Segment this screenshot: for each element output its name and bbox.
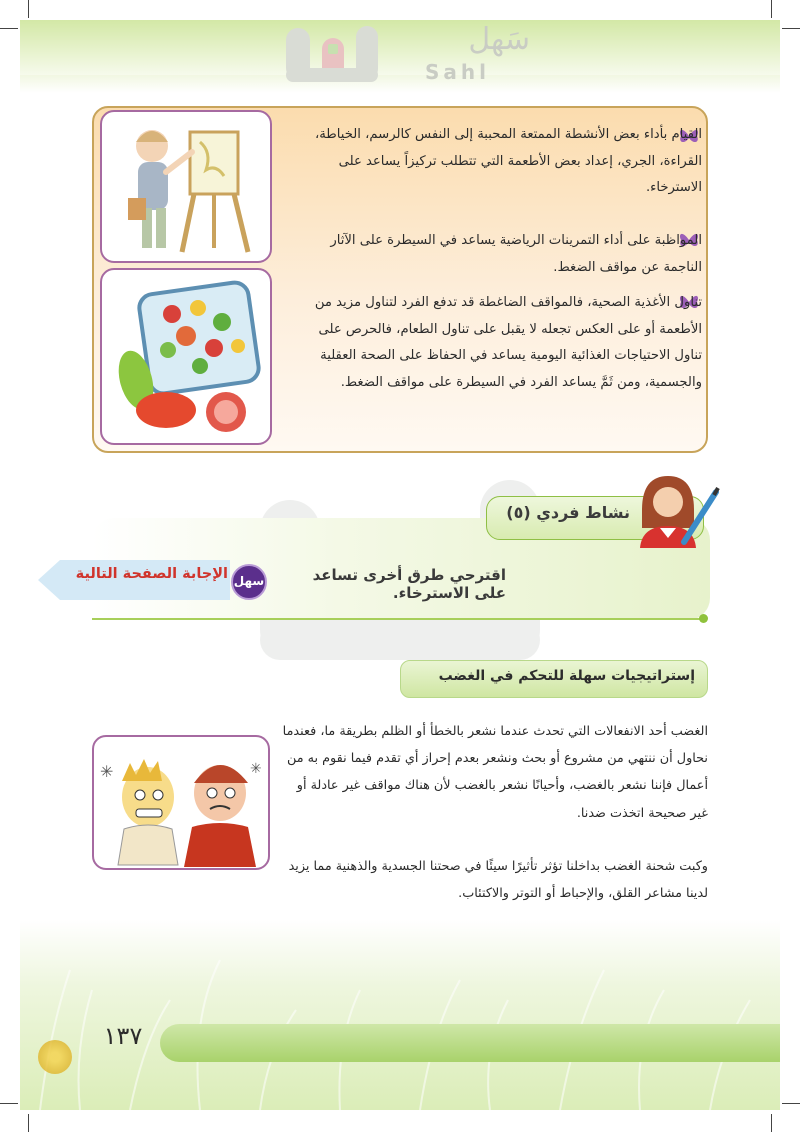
salad-bowl-icon (102, 270, 270, 443)
crop-mark (771, 0, 772, 18)
anger-paragraph: الغضب أحد الانفعالات التي تحدث عندما نشعر بالخطأ أو الظلم بطريقة ما، فعندما نحاول أن ننتهي من مشروع أو بحث ونشعر بعدم إحراز أي تقدم فيما نقوم به من أعمال فإننا نشعر بالغضب، وأحيانًا نشعر بالغضب لأن هناك مواقف غير عادلة أو غير صحيحة اتخذت ضدنا. (282, 724, 708, 821)
tip-item: تناول الأغذية الصحية، فالمواقف الضاغطة قد تدفع الفرد لتناول مزيد من الأطعمة أو على العكس تجعله لا يقبل على تناول الطعام، فالحرص على تناول الاحتياجات الغذائية اليومية يساعد في الحفاظ على الصحة العقلية والجسمية، ومن ثَمَّ يساعد الفرد في السيطرة على مواقف الضغط. (314, 295, 702, 390)
crop-mark (771, 1114, 772, 1132)
crop-mark (782, 28, 800, 29)
activity-question: اقترحي طرق أخرى تساعد على الاسترخاء. (312, 566, 506, 602)
logo-latin-text: Sahl (425, 60, 490, 84)
tip-item: القيام بأداء بعض الأنشطة الممتعة المحببة إلى النفس كالرسم، الخياطة، القراءة، الجري، إعداد بعض الأطعمة التي تتطلب تركيزاً يساعد على الاسترخاء. (314, 127, 702, 195)
tip-item: المواظبة على أداء التمرينات الرياضية يساعد في السيطرة على الآثار الناجمة عن مواقف الضغط. (330, 233, 702, 275)
crop-mark (28, 0, 29, 18)
corner-logo-icon (38, 1040, 72, 1074)
crop-mark (0, 28, 18, 29)
crop-mark (782, 1103, 800, 1104)
angry-people-illustration (92, 735, 270, 870)
painter-illustration (100, 110, 272, 263)
salad-illustration (100, 268, 272, 445)
page-number: ١٣٧ (103, 1022, 143, 1050)
painter-icon (102, 112, 270, 261)
student-girl-icon (630, 470, 720, 550)
section-title: إستراتيجيات سهلة للتحكم في الغضب (438, 668, 695, 684)
answer-badge-text: سهل (233, 574, 265, 588)
activity-divider-dot (699, 614, 708, 623)
angry-faces-icon (94, 737, 268, 868)
answer-badge[interactable] (231, 564, 267, 600)
logo-arabic-text: سَهل (468, 22, 530, 57)
activity-divider (92, 618, 704, 620)
answer-next-page-link[interactable]: الإجابة الصفحة التالية (75, 566, 228, 582)
crop-mark (28, 1114, 29, 1132)
crop-mark (0, 1103, 18, 1104)
anger-paragraph: وكبت شحنة الغضب بداخلنا تؤثر تأثيرًا سيئًا في صحتنا الجسدية والذهنية مما يزيد لدينا مشاعر القلق، والإحباط أو التوتر والاكتئاب. (288, 859, 708, 902)
svg-text:✳: ✳ (250, 761, 262, 777)
sahl-logo-icon (282, 18, 402, 92)
activity-title: نشاط فردي (٥) (506, 503, 630, 522)
page-number-strip (160, 1024, 780, 1062)
svg-text:✳: ✳ (100, 762, 114, 781)
